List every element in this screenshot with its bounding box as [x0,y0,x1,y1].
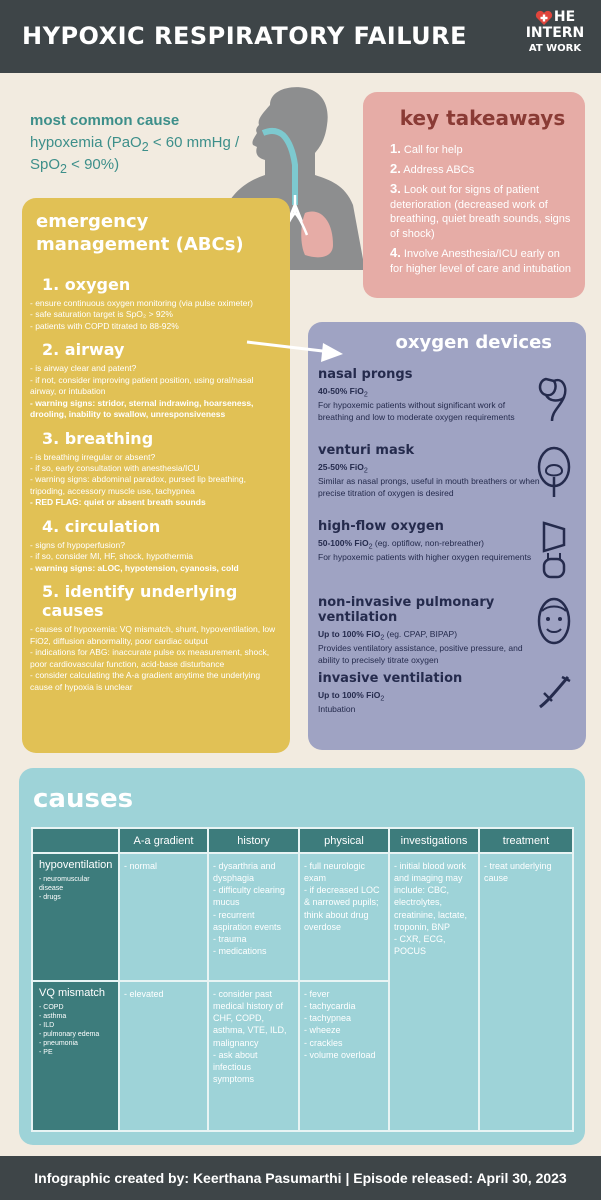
section-red-flag-item: - RED FLAG: quiet or absent breath sounds [30,497,206,508]
section-title: 4. circulation [42,516,161,536]
device-fio2: 50-100% FiO$_2$ (eg. optiflow, non-rebreather) [318,538,485,551]
section-item: - warning signs: abdominal paradox, pursed lip breathing, tripoding, accessory muscle use, tachypnea [30,474,246,496]
device-venturi-mask [318,443,578,513]
logo-word-intern: INTERN [525,25,585,41]
section-item: - if so, early consultation with anesthesia/ICU [30,463,200,473]
logo-word-the: HE [553,9,576,26]
row-header-hypoventilation: hypoventilation - neuromuscular disease - drugs [32,853,119,981]
causes-panel [19,768,585,1145]
most-common-cause-heading: most common cause [30,112,180,129]
device-description: Intubation [318,704,356,715]
table-cell: - dysarthria and dysphagia - difficulty clearing mucus - recurrent aspiration events - trauma - medications [208,853,299,981]
section-title: 1. oxygen [42,274,131,294]
table-cell-treatment: - treat underlying cause [479,853,573,1131]
section-item: - causes of hypoxemia: VQ mismatch, shunt, hypoventilation, low FiO2, diffusion abnormality, poor cardiac output [30,624,276,646]
key-takeaway-item: 3. Look out for signs of patient deterioration (decreased work of breathing, quiet breath sounds, signs of shock) [390,180,571,241]
section-warning-item: - warning signs: aLOC, hypotension, cyanosis, cold [30,562,239,573]
nasal-prongs-icon [534,367,574,422]
key-takeaway-item: 1. Call for help [390,141,463,156]
section-item: - is breathing irregular or absent? [30,451,156,462]
table-cell: - full neurologic exam - if decreased LOC & narrowed pupils; think about drug overdose [299,853,389,981]
footer-credits: Infographic created by: Keerthana Pasumarthi | Episode released: April 30, 2023 [0,1156,601,1200]
table-cell: - elevated [119,981,208,1131]
device-description: For hypoxemic patients without significant work of breathing and low to moderate oxygen requirements [318,400,515,422]
section-item: - ensure continuous oxygen monitoring (via pulse oximeter) [30,297,254,308]
device-description: Similar as nasal prongs, useful in mouth breathers or when precise titration of oxygen is desired [318,476,540,498]
key-takeaway-item: 2. Address ABCs [390,160,475,176]
column-header: investigations [389,828,479,853]
section-title: 3. breathing [42,428,154,448]
device-fio2: 40-50% FiO$_2$ [318,386,368,399]
section-title: 2. airway [42,340,125,360]
header-bar [0,0,601,73]
section-item: - signs of hypoperfusion? [30,539,125,550]
venturi-mask-icon [534,443,574,498]
column-header: treatment [479,828,573,853]
oxygen-devices-panel [308,322,586,750]
device-invasive-ventilation [318,671,578,741]
column-header: physical [299,828,389,853]
column-header: history [208,828,299,853]
device-name: invasive ventilation [318,671,463,686]
table-cell: - consider past medical history of CHF, COPD, asthma, VTE, ILD, malignancy - ask about infectious symptoms [208,981,299,1131]
device-name: high-flow oxygen [318,519,444,534]
key-takeaways-list [390,140,575,277]
section-item: - is airway clear and patent? [30,363,137,374]
non-rebreather-mask-icon [534,519,574,579]
emergency-management-heading: emergency management (ABCs) [36,211,244,256]
table-cell: - normal [119,853,208,981]
section-item: - if not, consider improving patient position, using oral/nasal airway, or intubation [30,374,254,397]
device-name: nasal prongs [318,367,413,382]
section-item: - consider calculating the A-a gradient anytime the underlying cause of hypoxia is unclear [30,670,261,692]
arrow-icon [243,330,353,366]
causes-heading: causes [33,784,134,814]
page-title: HYPOXIC RESPIRATORY FAILURE [22,22,467,50]
device-nasal-prongs [318,367,578,437]
table-corner-cell [32,828,119,853]
table-cell: - fever - tachycardia - tachypnea - wheeze - crackles - volume overload [299,981,389,1131]
section-oxygen [30,275,282,332]
causes-table [31,827,574,1132]
heart-cross-icon [535,10,553,26]
table-row [32,853,573,981]
section-item: - patients with COPD titrated to 88-92% [30,320,179,331]
device-description: Provides ventilatory assistance, positive pressure, and ability to precisely titrate oxygen [318,643,523,665]
endotracheal-tube-icon [534,671,574,711]
key-takeaways-panel [363,92,585,298]
table-header-row [32,828,573,853]
device-non-invasive-ventilation [318,595,578,665]
section-warning-item: - warning signs: stridor, sternal indrawing, hoarseness, drooling, inability to swallow, unresponsiveness [30,397,254,420]
section-item: - if so, consider MI, HF, shock, hypothermia [30,551,193,562]
device-name: venturi mask [318,443,415,458]
most-common-cause-text: hypoxemia (PaO$_2$ < 60 mmHg / SpO$_2$ < 90%) [30,134,240,177]
section-underlying-causes [30,582,282,693]
full-face-mask-icon [534,595,574,650]
oxygen-devices-heading: oxygen devices [395,332,552,353]
section-item: - indications for ABG: inaccurate pulse ox measurement, shock, poor cardiovascular function, acid-base disturbance [30,647,270,669]
section-circulation [30,517,282,574]
row-header-vq-mismatch: VQ mismatch - COPD - asthma - ILD - pulmonary edema - pneumonia - PE [32,981,119,1131]
section-item: - safe saturation target is SpO₂ > 92% [30,309,173,320]
key-takeaways-heading: key takeaways [399,106,566,130]
device-description: For hypoxemic patients with higher oxygen requirements [318,552,532,563]
logo-word-at-work: AT WORK [528,43,582,55]
table-cell-investigations: - initial blood work and imaging may include: CBC, electrolytes, creatinine, lactate, troponin, BNP - CXR, ECG, POCUS [389,853,479,1131]
section-breathing [30,429,282,509]
device-high-flow-oxygen [318,519,578,589]
device-fio2: Up to 100% FiO$_2$ [318,690,385,703]
emergency-management-panel [22,198,290,753]
section-title: 5. identify underlying causes [42,582,238,621]
device-fio2: Up to 100% FiO$_2$ (eg. CPAP, BIPAP) [318,629,458,642]
the-intern-at-work-logo [522,10,588,54]
device-name: non-invasive pulmonary ventilation [318,595,495,625]
device-fio2: 25-50% FiO$_2$ [318,462,368,475]
key-takeaway-item: 4. Involve Anesthesia/ICU early on for higher level of care and intubation [390,245,572,275]
column-header: A-a gradient [119,828,208,853]
